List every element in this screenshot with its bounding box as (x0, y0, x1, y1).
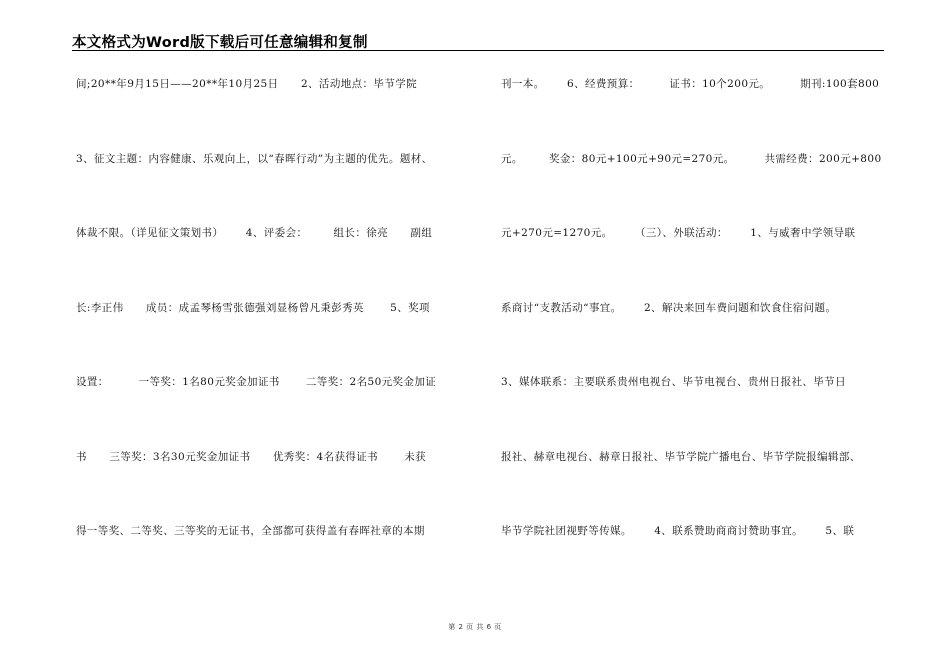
text-line: 报社、赫章电视台、赫章日报社、毕节学院广播电台、毕节学院报编辑部、 (501, 450, 861, 463)
text-line: 设置： 一等奖：1名80元奖金加证书 二等奖：2名50元奖金加证 (76, 376, 437, 388)
text-line: 体裁不限。（详见征文策划书） 4、评委会： 组长：徐亮 副组 (76, 227, 433, 239)
header-divider (72, 50, 884, 51)
text-line: 元。 奖金：80元+100元+90元=270元。 共需经费：200元+800 (501, 152, 882, 165)
text-line: 3、媒体联系：主要联系贵州电视台、毕节电视台、贵州日报社、毕节日 (501, 376, 846, 388)
text-line: 得一等奖、二等奖、三等奖的无证书，全部都可获得盖有春晖社章的本期 (76, 525, 425, 537)
text-line: 书 三等奖：3名30元奖金加证书 优秀奖：4名获得证书 未获 (76, 450, 427, 463)
text-line: 元+270元=1270元。 （三）、外联活动： 1、与威奢中学领导联 (501, 227, 856, 239)
text-line: 毕节学院社团视野等传媒。 4、联系赞助商商讨赞助事宜。 5、联 (501, 525, 855, 537)
text-line: 系商讨“支教活动“事宜。 2、解决来回车费问题和饮食住宿问题。 (501, 301, 837, 314)
text-line: 间;20**年9月15日——20**年10月25日 2、活动地点：毕节学院 (76, 78, 418, 90)
left-text-column (76, 77, 471, 599)
right-text-column (501, 77, 896, 599)
page-number-footer: 第 2 页 共 6 页 (448, 623, 502, 631)
page-header-title: 本文格式为Word版下载后可任意编辑和复制 (72, 35, 368, 51)
text-line: 3、征文主题：内容健康、乐观向上，以“春晖行动”为主题的优先。题材、 (76, 152, 433, 165)
text-line: 刊一本。 6、经费预算： 证书：10个200元。 期刊:100套800 (501, 78, 880, 90)
text-line: 长:李正伟 成员：成孟琴杨雪张德强刘显杨曾凡秉彭秀英 5、奖项 (76, 301, 430, 314)
